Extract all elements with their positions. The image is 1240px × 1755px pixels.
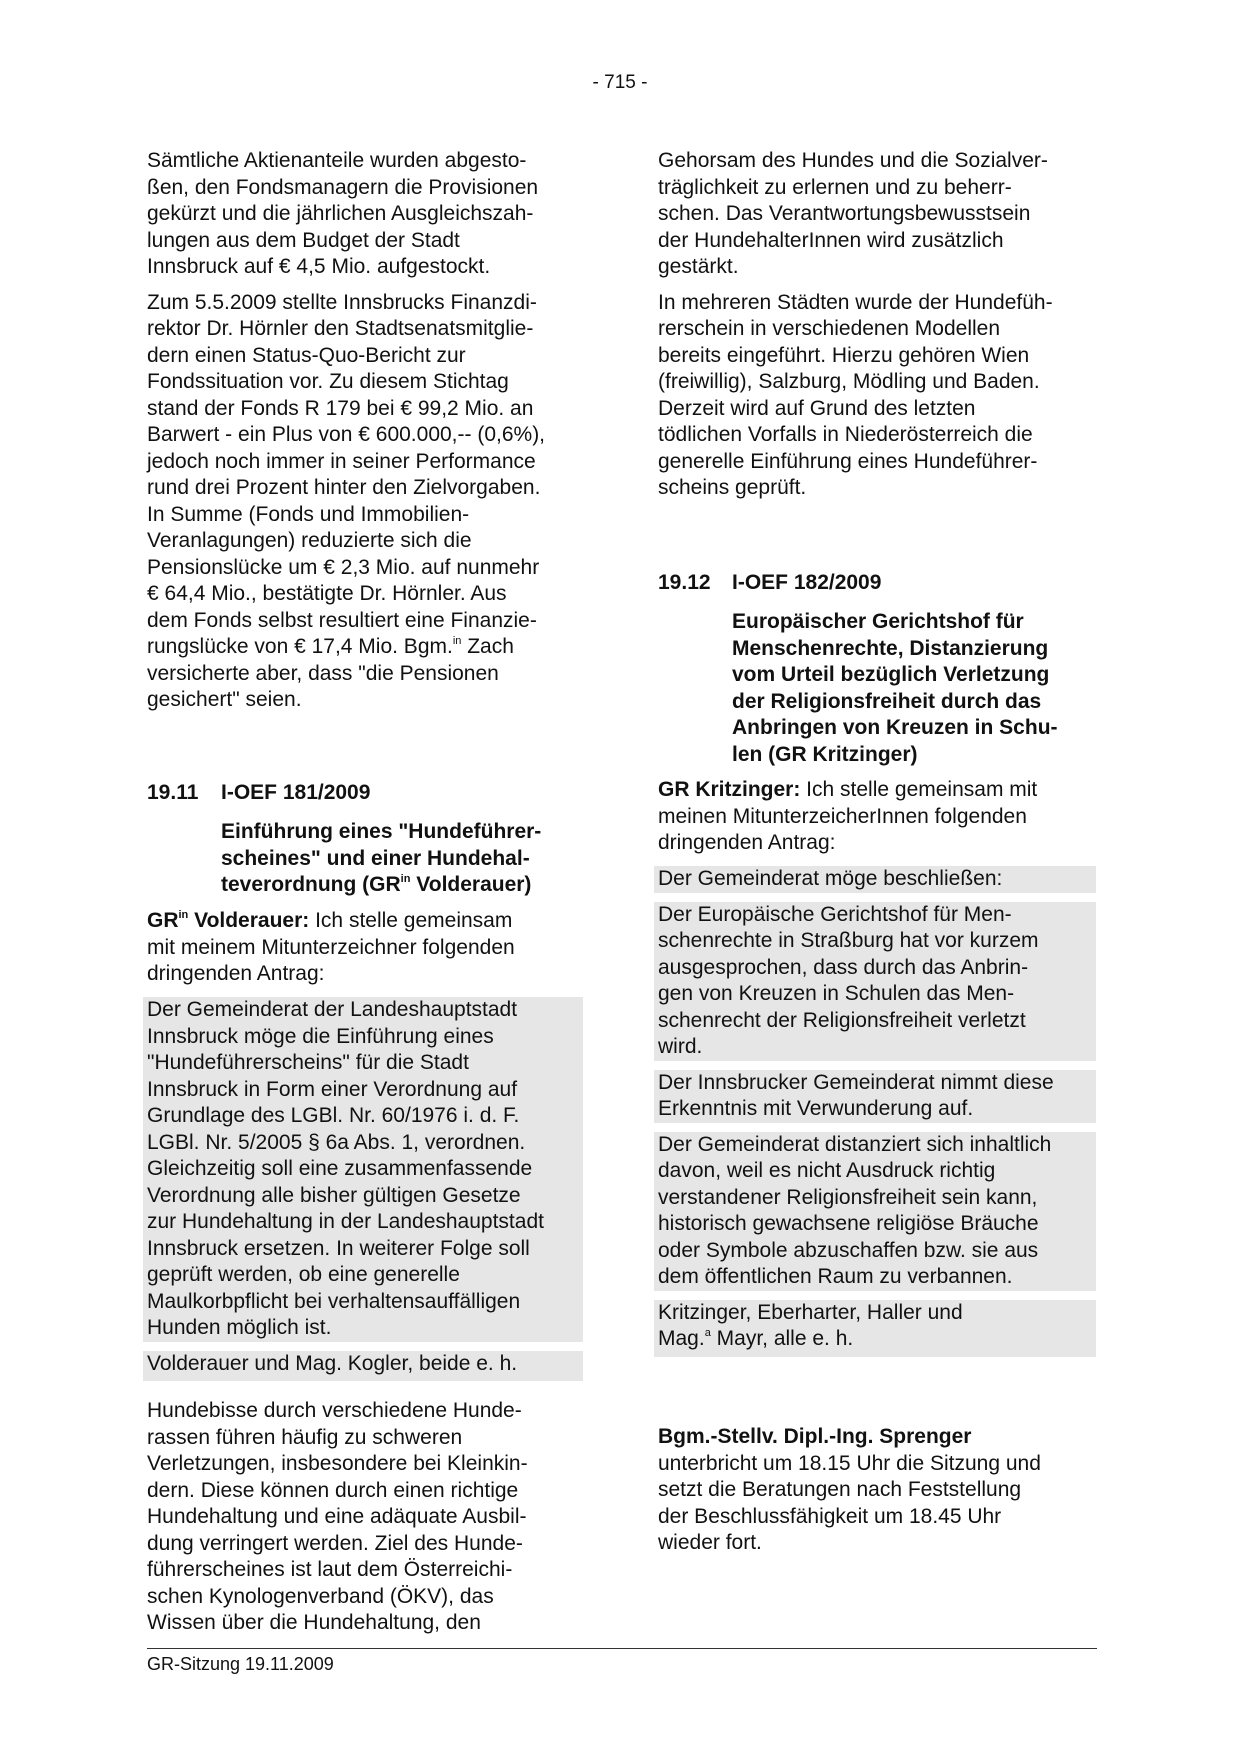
text-line: oder Symbole abzuschaffen bzw. sie aus	[658, 1238, 1039, 1262]
text-line: Der Gemeinderat möge beschließen:	[658, 867, 1003, 890]
item-number: 19.11	[147, 781, 199, 804]
text-line: davon, weil es nicht Ausdruck richtig	[658, 1159, 996, 1182]
subject-line: Einführung eines "Hundeführer-	[221, 820, 542, 843]
text-line: Verordnung alle bisher gültigen Gesetze	[147, 1183, 521, 1207]
justification-19-11	[147, 1398, 587, 1637]
text-line: geprüft werden, ob eine generelle	[147, 1263, 460, 1286]
motion-text	[143, 997, 583, 1342]
text-line: Hunden möglich ist.	[147, 1316, 332, 1339]
text-line: ausgesprochen, dass durch das Anbrin-	[658, 955, 1029, 979]
speaker-intro-19-12	[658, 777, 1098, 857]
text-line: ßen, den Fondsmanagern die Provisionen	[147, 175, 539, 199]
text-line: der Beschlussfähigkeit um 18.45 Uhr	[658, 1504, 1002, 1528]
text-line: führerscheines ist laut dem Österreichi-	[147, 1558, 513, 1581]
text-line: $GR^{in}$ Volderauer: Ich stelle gemeinsam	[147, 909, 513, 932]
speaker-intro-19-11	[147, 908, 587, 988]
text-line: rerschein in verschiedenen Modellen	[658, 317, 1001, 340]
text-line: Der Innsbrucker Gemeinderat nimmt diese	[658, 1070, 1054, 1094]
subject-line: Menschenrechte, Distanzierung	[732, 636, 1049, 660]
text-line: setzt die Beratungen nach Feststellung	[658, 1478, 1022, 1501]
subject-line: der Religionsfreiheit durch das	[732, 689, 1042, 713]
item-subject-19-12	[732, 609, 1058, 768]
text-line: tödlichen Vorfalls in Niederösterreich die	[658, 423, 1033, 446]
text-line: Sämtliche Aktienanteile wurden abgesto-	[147, 149, 527, 172]
text-line: dung verringert werden. Ziel des Hunde-	[147, 1531, 523, 1555]
text-line: Hundehaltung und eine adäquate Ausbil-	[147, 1505, 527, 1528]
text-line: € 64,4 Mio., bestätigte Dr. Hörnler. Aus	[147, 582, 507, 605]
motion-paragraph	[654, 1132, 1096, 1291]
text-line: rungslücke von € 17,4 Mio. Bgm.$^{in}$ Zach	[147, 635, 514, 658]
text-line: GR Kritzinger: Ich stelle gemeinsam mit	[658, 778, 1038, 801]
paragraph	[147, 148, 587, 281]
item-heading-19-12	[658, 570, 881, 597]
text-line: versicherte aber, dass "die Pensionen	[147, 661, 499, 685]
text-line: rund drei Prozent hinter den Zielvorgaben.	[147, 476, 541, 499]
text-line: Derzeit wird auf Grund des letzten	[658, 396, 976, 420]
text-line: scheins geprüft.	[658, 476, 807, 499]
motion-box-19-12	[654, 866, 1096, 1357]
text-line: wieder fort.	[658, 1531, 762, 1554]
text-line: Gehorsam des Hundes und die Sozialver-	[658, 149, 1048, 172]
motion-paragraph	[654, 902, 1096, 1061]
text-line: schen Kynologenverband (ÖKV), das	[147, 1584, 494, 1608]
text-line: gekürzt und die jährlichen Ausgleichszah-	[147, 202, 534, 225]
subject-line: vom Urteil bezüglich Verletzung	[732, 663, 1050, 686]
text-line: Wissen über die Hundehaltung, den	[147, 1611, 481, 1634]
paragraph	[658, 148, 1098, 281]
text-line: schenrechte in Straßburg hat vor kurzem	[658, 929, 1039, 952]
motion-box-19-11	[143, 997, 583, 1381]
text-line: unterbricht um 18.15 Uhr die Sitzung und	[658, 1451, 1041, 1475]
text-line: Der Gemeinderat distanziert sich inhaltlich	[658, 1132, 1052, 1156]
text-line: (freiwillig), Salzburg, Mödling und Baden.	[658, 370, 1040, 393]
text-line: Veranlagungen) reduzierte sich die	[147, 529, 472, 552]
text-line: bereits eingeführt. Hierzu gehören Wien	[658, 343, 1030, 367]
speaker-name: GR Kritzinger:	[658, 778, 801, 801]
item-code: I-OEF 182/2009	[732, 571, 882, 594]
speaker-name: $GR^{in}$ Volderauer:	[147, 909, 310, 932]
text-line: träglichkeit zu erlernen und zu beherr-	[658, 175, 1012, 199]
text-line: Gleichzeitig soll eine zusammenfassende	[147, 1157, 533, 1180]
text-line: Kritzinger, Eberharter, Haller und	[658, 1300, 963, 1324]
text-line: zur Hundehaltung in der Landeshauptstadt	[147, 1210, 544, 1233]
text-line: dringenden Antrag:	[147, 962, 325, 985]
motion-signers	[654, 1300, 1096, 1357]
text-line: In mehreren Städten wurde der Hundefüh-	[658, 290, 1053, 314]
item-number: 19.12	[658, 571, 711, 594]
item-heading-19-11	[147, 780, 370, 807]
text-line: Pensionslücke um € 2,3 Mio. auf nunmehr	[147, 555, 540, 579]
page-number: - 715 -	[592, 72, 648, 93]
text-line: In Summe (Fonds und Immobilien-	[147, 502, 470, 526]
item-subject-19-11	[221, 819, 541, 899]
subject-line: scheines" und einer Hundehal-	[221, 846, 530, 870]
text-line: rassen führen häufig zu schweren	[147, 1425, 463, 1449]
subject-line: len (GR Kritzinger)	[732, 742, 918, 766]
text-line: wird.	[658, 1035, 703, 1058]
text-line: gesichert" seien.	[147, 688, 302, 711]
text-line: Erkenntnis mit Verwunderung auf.	[658, 1097, 974, 1120]
text-line: Volderauer und Mag. Kogler, beide e. h.	[147, 1351, 518, 1375]
motion-intro	[654, 866, 1096, 893]
text-line: LGBl. Nr. 5/2005 § 6a Abs. 1, verordnen.	[147, 1130, 526, 1154]
text-line: historisch gewachsene religiöse Bräuche	[658, 1212, 1039, 1235]
text-line: Hundebisse durch verschiedene Hunde-	[147, 1399, 522, 1422]
text-line: Verletzungen, insbesondere bei Kleinkin-	[147, 1452, 528, 1475]
text-line: Innsbruck möge die Einführung eines	[147, 1024, 494, 1048]
session-interruption-note	[658, 1424, 1098, 1557]
text-line: dem öffentlichen Raum zu verbannen.	[658, 1265, 1013, 1288]
subject-line: Anbringen von Kreuzen in Schu-	[732, 716, 1058, 739]
text-line: schen. Das Verantwortungsbewusstsein	[658, 202, 1031, 225]
text-line: Der Europäische Gerichtshof für Men-	[658, 902, 1012, 926]
text-line: meinen MitunterzeicherInnen folgenden	[658, 804, 1027, 828]
text-line: gestärkt.	[658, 255, 739, 278]
text-line: stand der Fonds R 179 bei € 99,2 Mio. an	[147, 396, 534, 420]
text-line: schenrecht der Religionsfreiheit verletzt	[658, 1008, 1026, 1032]
item-code: I-OEF 181/2009	[221, 781, 371, 804]
text-line: dern einen Status-Quo-Bericht zur	[147, 343, 466, 367]
text-line: Mag.$^a$ Mayr, alle e. h.	[658, 1327, 854, 1350]
subject-line: Europäischer Gerichtshof für	[732, 610, 1024, 633]
text-line: der HundehalterInnen wird zusätzlich	[658, 228, 1004, 252]
text-line: verstandener Religionsfreiheit sein kann,	[658, 1185, 1038, 1209]
text-line: mit meinem Mitunterzeichner folgenden	[147, 935, 515, 959]
motion-paragraph	[654, 1070, 1096, 1123]
subject-line: teverordnung ($GR^{in}$ Volderauer)	[221, 873, 532, 896]
text-line: "Hundeführerscheins" für die Stadt	[147, 1051, 469, 1074]
text-line: Maulkorbpflicht bei verhaltensauffälligen	[147, 1289, 521, 1313]
right-column-text	[658, 148, 1098, 511]
text-line: Barwert - ein Plus von € 600.000,-- (0,6%),	[147, 423, 546, 446]
text-line: rektor Dr. Hörnler den Stadtsenatsmitglie-	[147, 317, 534, 340]
text-line: Grundlage des LGBl. Nr. 60/1976 i. d. F.	[147, 1104, 520, 1127]
text-line: lungen aus dem Budget der Stadt	[147, 228, 460, 252]
text-line: Der Gemeinderat der Landeshauptstadt	[147, 998, 518, 1021]
footer-divider	[147, 1648, 1097, 1649]
text-line: Fondssituation vor. Zu diesem Stichtag	[147, 370, 509, 393]
text-line: jedoch noch immer in seiner Performance	[147, 449, 536, 473]
text-line: Innsbruck in Form einer Verordnung auf	[147, 1077, 518, 1101]
text-line: Innsbruck ersetzen. In weiterer Folge soll	[147, 1236, 530, 1260]
left-column-text	[147, 148, 587, 723]
paragraph	[658, 290, 1098, 502]
text-line: dringenden Antrag:	[658, 831, 836, 854]
text-line: dem Fonds selbst resultiert eine Finanzie-	[147, 608, 537, 632]
text-line: Innsbruck auf € 4,5 Mio. aufgestockt.	[147, 255, 491, 278]
speaker-name: Bgm.-Stellv. Dipl.-Ing. Sprenger	[658, 1425, 972, 1448]
text-line: generelle Einführung eines Hundeführer-	[658, 449, 1038, 473]
motion-signers	[143, 1351, 583, 1382]
text-line: Zum 5.5.2009 stellte Innsbrucks Finanzdi-	[147, 290, 537, 314]
text-line: gen von Kreuzen in Schulen das Men-	[658, 982, 1015, 1005]
text-line: dern. Diese können durch einen richtige	[147, 1478, 519, 1502]
paragraph	[147, 290, 587, 714]
footer-text: GR-Sitzung 19.11.2009	[147, 1654, 334, 1674]
